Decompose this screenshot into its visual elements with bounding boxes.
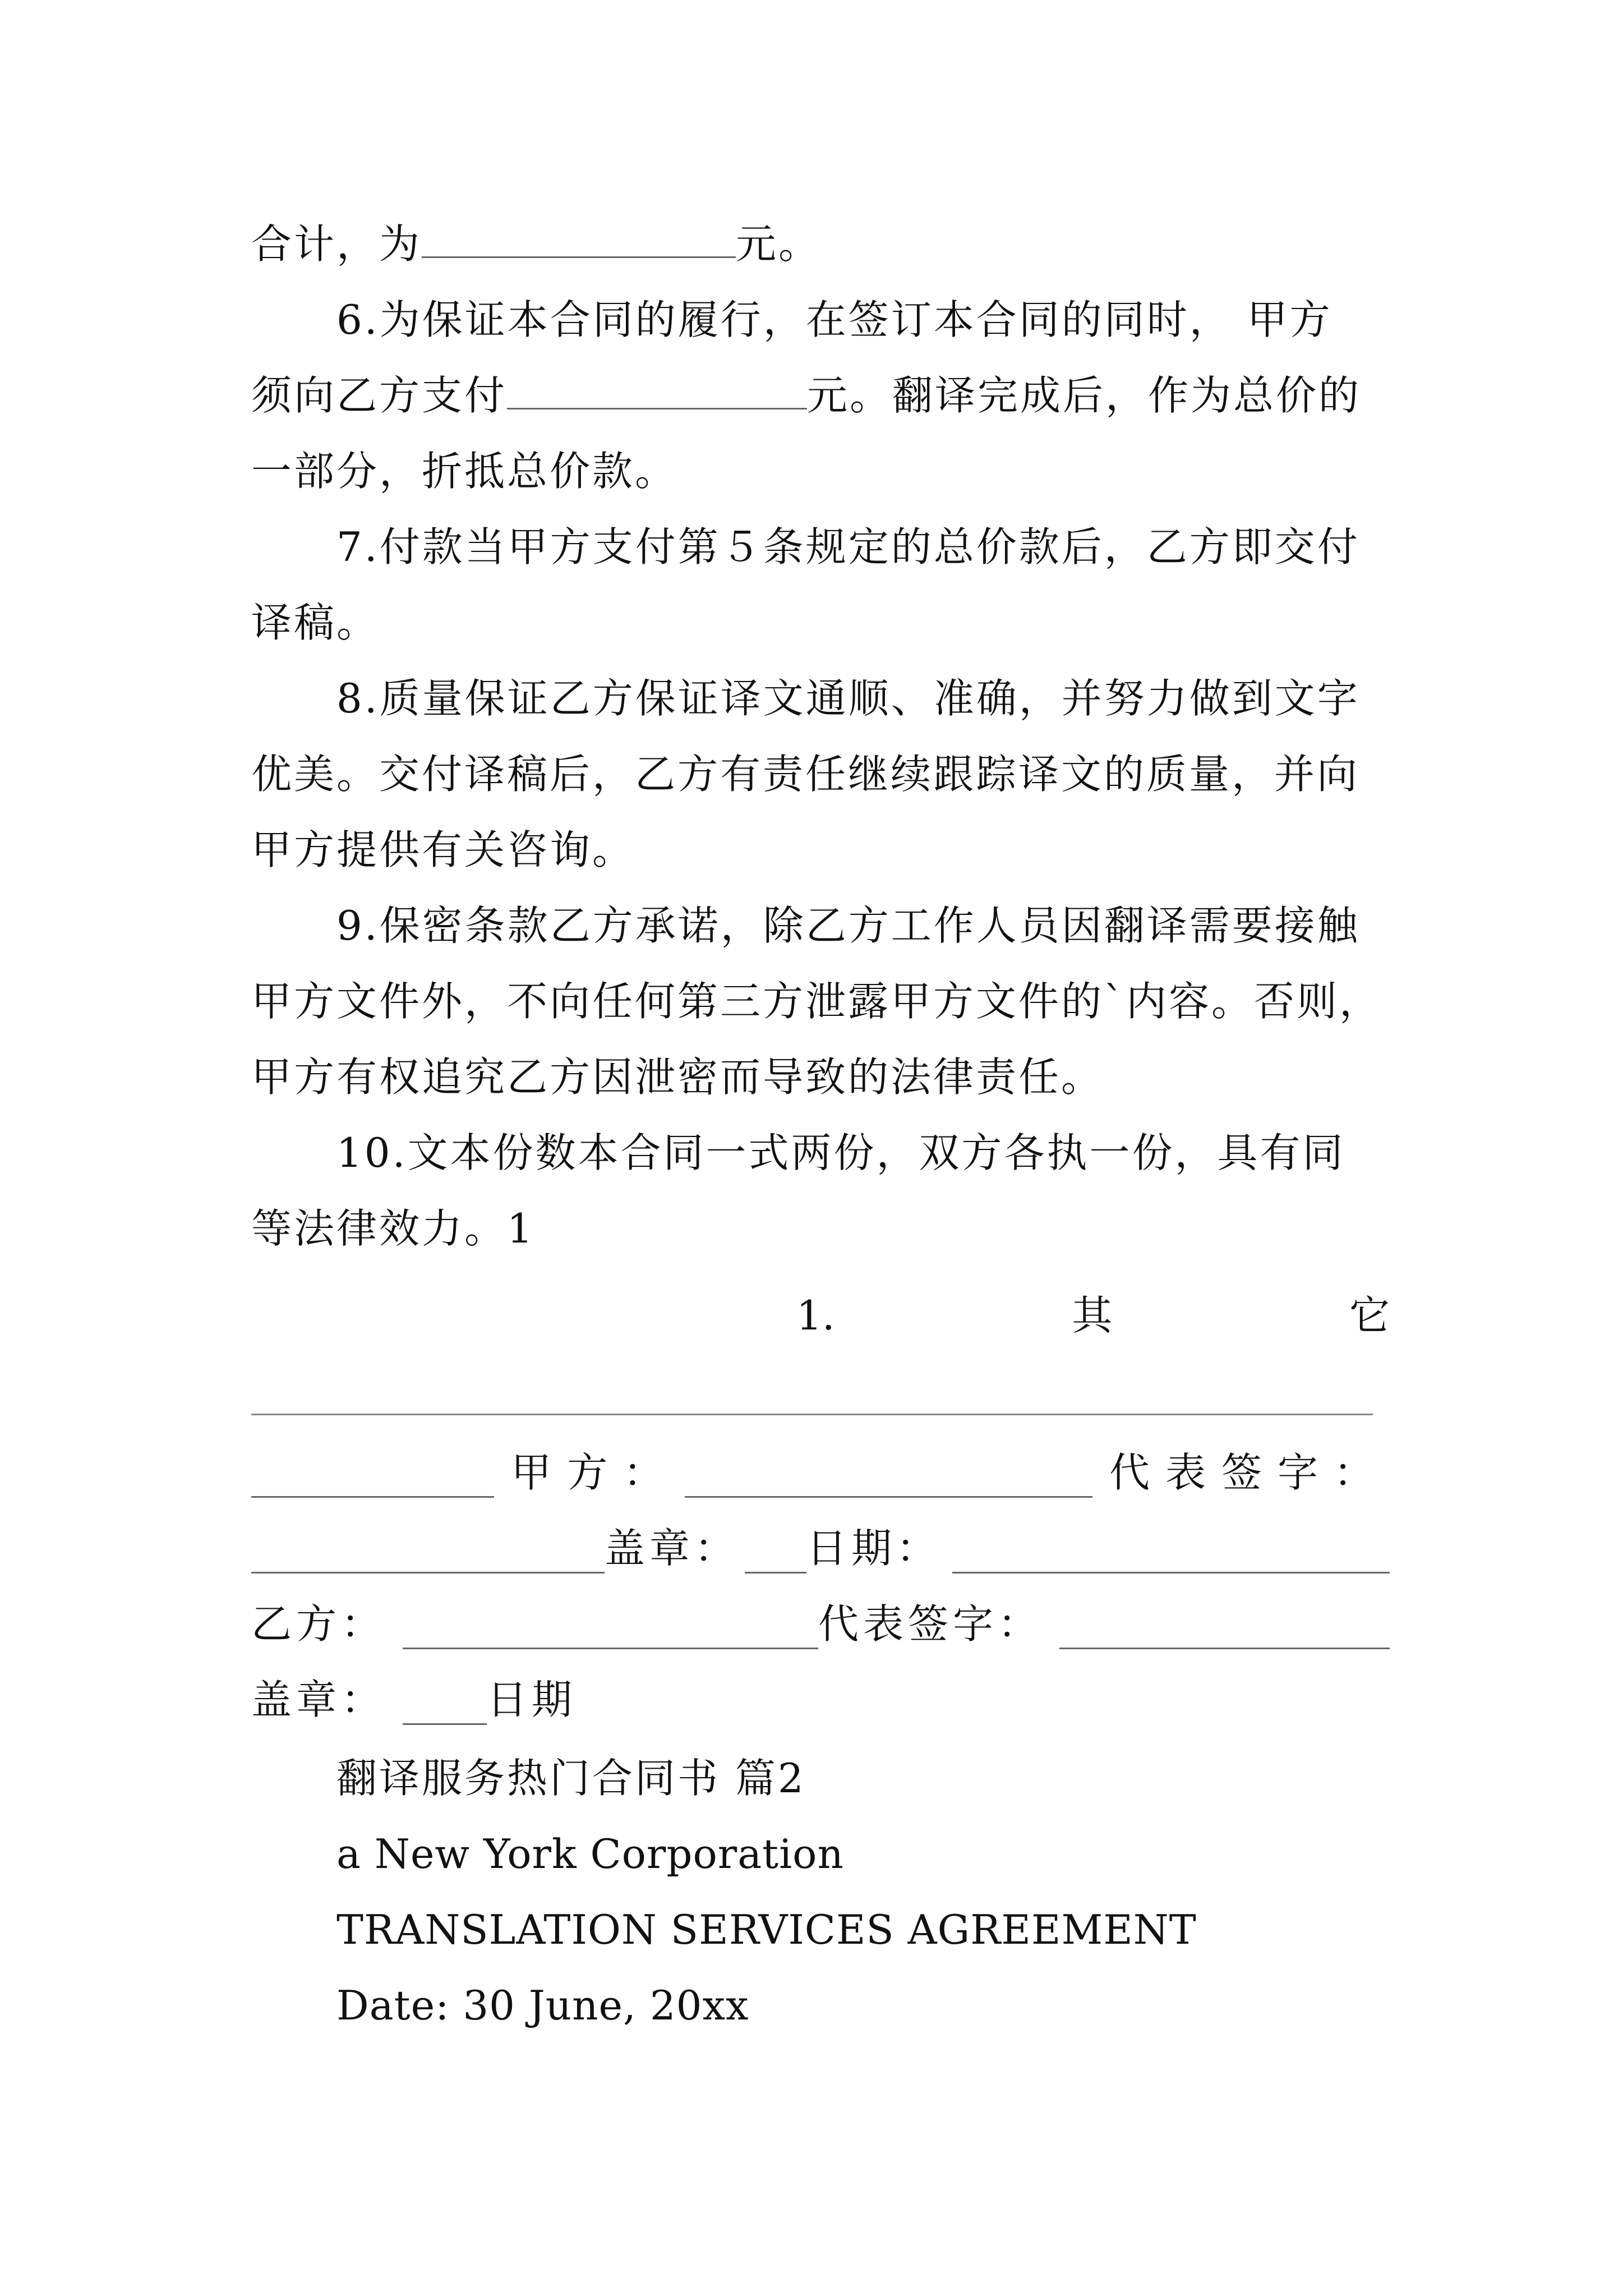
clause-8-line-1: 8.质量保证乙方保证译文通顺、准确，并努力做到文字 bbox=[336, 675, 1360, 722]
section-2-title: 翻译服务热门合同书 篇2 bbox=[336, 1755, 806, 1802]
party-a-blank bbox=[685, 1457, 1092, 1498]
party-a-date-label: 日期： bbox=[806, 1525, 942, 1572]
total-line bbox=[251, 219, 1390, 269]
clause-6-line-2 bbox=[251, 370, 1390, 421]
clause-9-line-1: 9.保密条款乙方承诺，除乙方工作人员因翻译需要接触 bbox=[336, 902, 1360, 949]
clause-8-line-2: 优美。交付译稿后，乙方有责任继续跟踪译文的质量，并向 bbox=[251, 751, 1360, 798]
party-a-seal-label: 盖章： bbox=[604, 1525, 739, 1572]
clause-9-line-3: 甲方有权追究乙方因泄密而导致的法律责任。 bbox=[251, 1053, 1104, 1101]
party-a-label: 甲方： bbox=[511, 1449, 680, 1496]
clause-6-line-1: 6.为保证本合同的履行，在签订本合同的同时， 甲方 bbox=[336, 296, 1332, 343]
party-a-seal-blank bbox=[745, 1533, 806, 1573]
other-clause-heading bbox=[796, 1290, 1390, 1341]
other-clause-blank-line bbox=[251, 1414, 1373, 1415]
clause-7-line-1: 7.付款当甲方支付第５条规定的总价款后，乙方即交付 bbox=[336, 523, 1360, 570]
section-2-date: Date: 30 June, 20xx bbox=[336, 1982, 749, 2029]
clause-6-prefix: 须向乙方支付 bbox=[251, 372, 508, 419]
party-b-rep-blank bbox=[1059, 1608, 1390, 1649]
clause-8-line-3: 甲方提供有关咨询。 bbox=[251, 826, 635, 873]
party-b-seal-label: 盖章： bbox=[251, 1676, 386, 1723]
party-b-label: 乙方： bbox=[251, 1600, 386, 1648]
total-blank bbox=[422, 222, 736, 258]
party-a-rep-blank bbox=[251, 1533, 605, 1573]
section-2-agreement-title: TRANSLATION SERVICES AGREEMENT bbox=[336, 1906, 1197, 1953]
party-a-row bbox=[251, 1447, 1390, 1498]
party-b-date-label: 日期 bbox=[487, 1676, 577, 1723]
clause-6-line-3: 一部分，折抵总价款。 bbox=[251, 448, 678, 495]
other-clause-word-1: 其 bbox=[1072, 1292, 1113, 1339]
clause-9-line-2: 甲方文件外，不向任何第三方泄露甲方文件的`内容。否则， bbox=[251, 978, 1382, 1025]
clause-6-suffix: 元。翻译完成后，作为总价的 bbox=[807, 372, 1362, 419]
party-a-seal-row bbox=[251, 1523, 1390, 1573]
other-clause-number: 1. bbox=[796, 1292, 835, 1339]
party-b-rep-sign-label: 代表签字： bbox=[818, 1600, 1043, 1648]
total-prefix: 合计，为 bbox=[251, 220, 422, 268]
party-a-rep-sign-label: 代表签字： bbox=[1109, 1449, 1390, 1496]
other-clause-word-2: 它 bbox=[1349, 1292, 1390, 1339]
clause-10-line-1: 10.文本份数本合同一式两份，双方各执一份，具有同 bbox=[336, 1129, 1345, 1176]
party-a-pre-blank bbox=[251, 1457, 494, 1498]
deposit-blank bbox=[507, 373, 807, 409]
party-a-date-blank bbox=[952, 1533, 1390, 1573]
total-suffix: 元。 bbox=[736, 220, 822, 268]
section-2-corporation: a New York Corporation bbox=[336, 1830, 844, 1878]
party-b-seal-row bbox=[251, 1674, 1390, 1725]
party-b-seal-blank bbox=[403, 1684, 487, 1725]
clause-7-line-2: 译稿。 bbox=[251, 599, 380, 646]
party-b-row bbox=[251, 1599, 1390, 1649]
clause-10-line-2: 等法律效力。1 bbox=[251, 1205, 535, 1252]
party-b-blank bbox=[403, 1608, 818, 1649]
